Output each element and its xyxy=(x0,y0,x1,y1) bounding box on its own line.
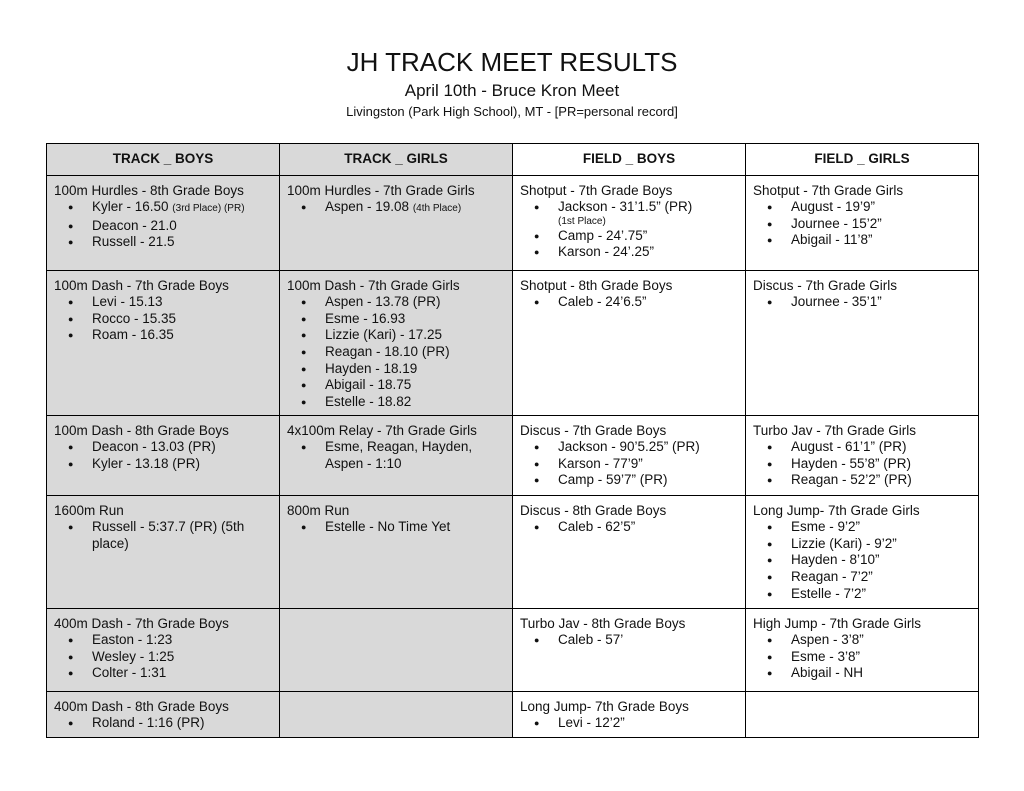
result-text: Caleb - 57’ xyxy=(558,632,624,648)
result-text: Reagan - 7’2” xyxy=(791,568,873,584)
results-body xyxy=(47,175,979,737)
result-text: Rocco - 15.35 xyxy=(92,310,177,326)
list-item xyxy=(791,199,972,216)
result-text: Karson - 24’.25” xyxy=(558,244,655,260)
result-cell-track-boys xyxy=(47,608,280,691)
list-item xyxy=(325,199,506,218)
result-text: Esme, Reagan, Hayden, Aspen - 1:10 xyxy=(325,439,473,471)
result-note: (1st Place) xyxy=(558,215,606,227)
result-list xyxy=(753,439,972,489)
list-item xyxy=(325,519,506,536)
result-list xyxy=(753,294,972,311)
result-text: Deacon - 13.03 (PR) xyxy=(92,439,216,455)
list-item xyxy=(92,649,273,666)
result-text: Abigail - 18.75 xyxy=(325,377,412,393)
result-text: Aspen - 3’8” xyxy=(791,632,864,648)
list-item xyxy=(791,232,972,249)
result-list xyxy=(520,294,739,311)
result-cell-field-girls xyxy=(746,270,979,415)
header-field-girls: FIELD _ GIRLS xyxy=(746,144,979,176)
list-item xyxy=(92,632,273,649)
list-item xyxy=(92,294,273,311)
list-item xyxy=(791,649,972,666)
list-item xyxy=(325,394,506,411)
list-item xyxy=(92,715,273,732)
result-text: Lizzie (Kari) - 17.25 xyxy=(325,327,443,343)
list-item xyxy=(558,472,739,489)
result-cell-track-girls xyxy=(280,175,513,270)
list-item xyxy=(791,456,972,473)
result-text: Estelle - 18.82 xyxy=(325,393,412,409)
list-item xyxy=(791,519,972,536)
result-text: Esme - 3’8” xyxy=(791,648,861,664)
event-title: 800m Run xyxy=(287,502,350,518)
result-text: Reagan - 18.10 (PR) xyxy=(325,343,450,359)
list-item xyxy=(92,234,273,251)
list-item xyxy=(325,361,506,378)
result-text: Caleb - 24’6.5” xyxy=(558,294,647,310)
result-list xyxy=(287,519,506,536)
result-text: Levi - 15.13 xyxy=(92,294,163,310)
result-text: Reagan - 52’2” (PR) xyxy=(791,472,912,488)
result-list xyxy=(520,632,739,649)
list-item xyxy=(325,311,506,328)
table-row xyxy=(47,495,979,608)
table-row xyxy=(47,175,979,270)
header-track-boys: TRACK _ BOYS xyxy=(47,144,280,176)
list-item xyxy=(92,311,273,328)
event-title: Discus - 7th Grade Girls xyxy=(753,277,898,293)
list-item xyxy=(558,519,739,536)
result-list xyxy=(54,715,273,732)
header-field-boys: FIELD _ BOYS xyxy=(513,144,746,176)
result-cell-field-boys xyxy=(513,608,746,691)
list-item xyxy=(325,294,506,311)
result-list xyxy=(753,632,972,682)
list-item xyxy=(558,228,739,245)
result-list xyxy=(54,519,273,552)
result-cell-track-girls xyxy=(280,270,513,415)
list-item xyxy=(92,439,273,456)
result-cell-field-boys xyxy=(513,495,746,608)
meet-location: Livingston (Park High School), MT - [PR=personal record] xyxy=(346,104,678,119)
result-cell-field-girls xyxy=(746,175,979,270)
event-title: 4x100m Relay - 7th Grade Girls xyxy=(287,422,477,438)
event-title: High Jump - 7th Grade Girls xyxy=(753,615,922,631)
result-list xyxy=(287,294,506,410)
result-text: Hayden - 55’8” (PR) xyxy=(791,455,912,471)
list-item xyxy=(325,439,506,472)
list-item xyxy=(558,456,739,473)
result-text: Jackson - 90’5.25” (PR) xyxy=(558,439,700,455)
event-title: 1600m Run xyxy=(54,502,124,518)
result-cell-track-boys xyxy=(47,175,280,270)
result-text: August - 61’1” (PR) xyxy=(791,439,907,455)
result-text: Lizzie (Kari) - 9’2” xyxy=(791,535,897,551)
result-cell-track-boys xyxy=(47,270,280,415)
result-cell-field-girls xyxy=(746,495,979,608)
list-item xyxy=(791,586,972,603)
header-row xyxy=(47,144,979,176)
event-title: 100m Dash - 7th Grade Girls xyxy=(287,277,460,293)
result-list xyxy=(54,199,273,251)
list-item xyxy=(92,665,273,682)
result-list xyxy=(54,294,273,344)
result-text: Estelle - No Time Yet xyxy=(325,519,451,535)
event-title: Discus - 7th Grade Boys xyxy=(520,422,667,438)
result-cell-track-boys xyxy=(47,495,280,608)
result-list xyxy=(753,519,972,602)
list-item xyxy=(791,569,972,586)
event-title: Shotput - 7th Grade Boys xyxy=(520,182,673,198)
result-text: Easton - 1:23 xyxy=(92,632,173,648)
table-row xyxy=(47,691,979,737)
list-item xyxy=(325,344,506,361)
results-table xyxy=(46,143,979,738)
result-cell-track-boys xyxy=(47,691,280,737)
result-cell-field-boys xyxy=(513,175,746,270)
list-item xyxy=(791,632,972,649)
result-text: Estelle - 7’2” xyxy=(791,585,867,601)
event-title: 100m Dash - 8th Grade Boys xyxy=(54,422,229,438)
result-text: Russell - 5:37.7 (PR) (5th place) xyxy=(92,519,245,551)
result-placement: (4th Place) xyxy=(412,203,462,215)
result-text: Camp - 24’.75” xyxy=(558,227,648,243)
result-text: Aspen - 19.08 xyxy=(325,199,413,215)
list-item xyxy=(325,327,506,344)
result-list xyxy=(54,439,273,472)
list-item xyxy=(791,552,972,569)
result-text: Roam - 16.35 xyxy=(92,327,174,343)
result-cell-field-boys xyxy=(513,415,746,495)
list-item xyxy=(558,632,739,649)
result-text: August - 19’9” xyxy=(791,199,876,215)
table-row xyxy=(47,270,979,415)
result-cell-track-girls xyxy=(280,415,513,495)
result-cell-track-boys xyxy=(47,415,280,495)
result-text: Jackson - 31’1.5” (PR) xyxy=(558,199,693,215)
list-item xyxy=(92,199,273,218)
result-text: Colter - 1:31 xyxy=(92,665,167,681)
list-item xyxy=(791,294,972,311)
result-cell-field-girls xyxy=(746,415,979,495)
event-title: 100m Dash - 7th Grade Boys xyxy=(54,277,229,293)
result-list xyxy=(54,632,273,682)
list-item xyxy=(92,327,273,344)
event-title: Long Jump- 7th Grade Boys xyxy=(520,698,689,714)
result-list xyxy=(753,199,972,249)
page-title: JH TRACK MEET RESULTS xyxy=(346,47,678,77)
list-item xyxy=(791,665,972,682)
result-text: Journee - 35’1” xyxy=(791,294,882,310)
event-title: Turbo Jav - 8th Grade Boys xyxy=(520,615,686,631)
result-cell-field-boys xyxy=(513,270,746,415)
list-item xyxy=(791,439,972,456)
result-text: Camp - 59’7” (PR) xyxy=(558,472,668,488)
header-track-girls: TRACK _ GIRLS xyxy=(280,144,513,176)
list-item xyxy=(558,439,739,456)
list-item xyxy=(558,715,739,732)
result-cell-track-girls xyxy=(280,608,513,691)
list-item xyxy=(92,218,273,235)
result-text: Abigail - 11’8” xyxy=(791,232,873,248)
result-list xyxy=(287,199,506,218)
list-item xyxy=(92,456,273,473)
result-text: Karson - 77’9” xyxy=(558,455,643,471)
result-text: Wesley - 1:25 xyxy=(92,648,175,664)
event-title: 400m Dash - 7th Grade Boys xyxy=(54,615,229,631)
result-list xyxy=(287,439,506,472)
result-text: Esme - 9’2” xyxy=(791,519,861,535)
result-text: Levi - 12’2” xyxy=(558,715,625,731)
result-text: Hayden - 18.19 xyxy=(325,360,418,376)
result-list xyxy=(520,519,739,536)
event-title: Shotput - 8th Grade Boys xyxy=(520,277,673,293)
result-list xyxy=(520,199,739,261)
result-cell-field-girls xyxy=(746,608,979,691)
result-text: Aspen - 13.78 (PR) xyxy=(325,294,441,310)
table-row xyxy=(47,608,979,691)
event-title: Long Jump- 7th Grade Girls xyxy=(753,502,920,518)
result-placement: (3rd Place) (PR) xyxy=(172,203,245,215)
event-title: 100m Hurdles - 7th Grade Girls xyxy=(287,182,475,198)
result-text: Kyler - 13.18 (PR) xyxy=(92,455,201,471)
result-text: Deacon - 21.0 xyxy=(92,217,177,233)
table-row xyxy=(47,415,979,495)
list-item xyxy=(791,216,972,233)
list-item xyxy=(325,377,506,394)
meet-subtitle: April 10th - Bruce Kron Meet xyxy=(404,81,620,100)
list-item xyxy=(791,472,972,489)
result-cell-track-girls xyxy=(280,691,513,737)
list-item xyxy=(558,244,739,261)
event-title: 100m Hurdles - 8th Grade Boys xyxy=(54,182,244,198)
result-text: Abigail - NH xyxy=(791,665,864,681)
result-text: Journee - 15’2” xyxy=(791,215,882,231)
result-cell-field-girls xyxy=(746,691,979,737)
result-text: Kyler - 16.50 xyxy=(92,199,173,215)
list-item xyxy=(92,519,273,552)
result-text: Hayden - 8’10” xyxy=(791,552,880,568)
event-title: 400m Dash - 8th Grade Boys xyxy=(54,698,229,714)
result-list xyxy=(520,439,739,489)
list-item xyxy=(558,199,739,228)
result-text: Esme - 16.93 xyxy=(325,310,406,326)
event-title: Shotput - 7th Grade Girls xyxy=(753,182,904,198)
result-cell-field-boys xyxy=(513,691,746,737)
result-cell-track-girls xyxy=(280,495,513,608)
list-item xyxy=(791,536,972,553)
event-title: Turbo Jav - 7th Grade Girls xyxy=(753,422,917,438)
result-text: Roland - 1:16 (PR) xyxy=(92,715,205,731)
event-title: Discus - 8th Grade Boys xyxy=(520,502,667,518)
result-text: Russell - 21.5 xyxy=(92,234,175,250)
result-text: Caleb - 62’5” xyxy=(558,519,636,535)
list-item xyxy=(558,294,739,311)
result-list xyxy=(520,715,739,732)
